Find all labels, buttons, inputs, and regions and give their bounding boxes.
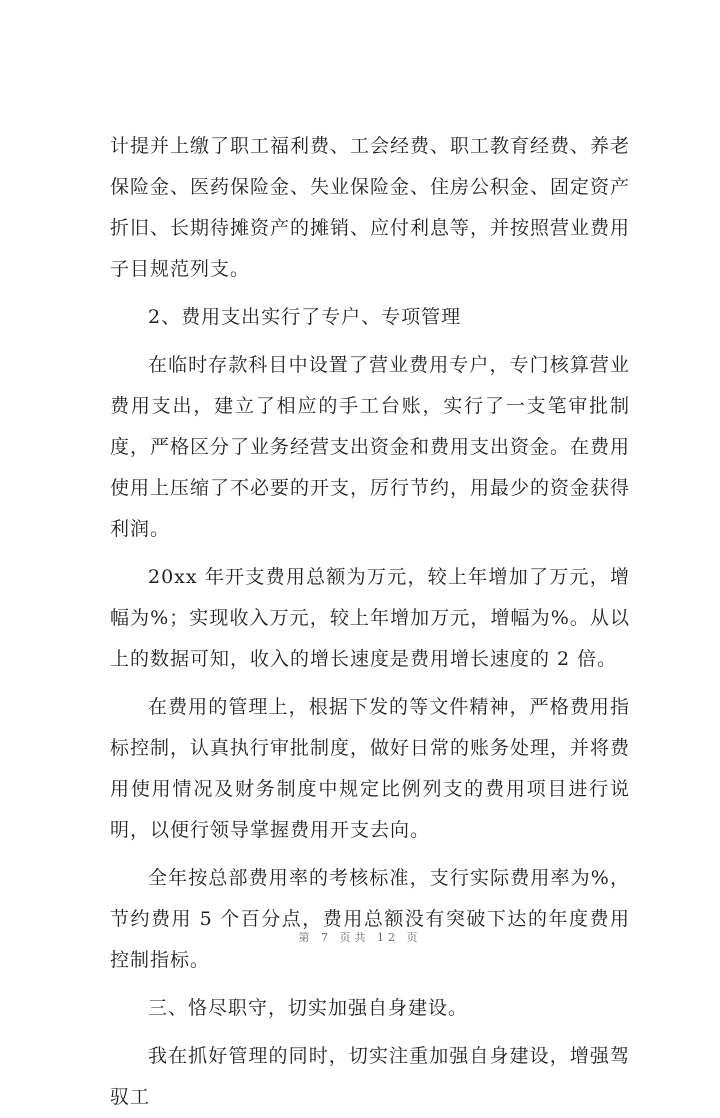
paragraph-self-building: 我在抓好管理的同时，切实注重加强自身建设，增强驾驭工: [110, 1045, 630, 1108]
paragraph-expense-growth: 20xx 年开支费用总额为万元，较上年增加了万元，增幅为%；实现收入万元，较上年增加万元，增幅为%。从以上的数据可知，收入的增长速度是费用增长速度的 2 倍。: [110, 566, 630, 670]
paragraph-expense-rate: 全年按总部费用率的考核标准，支行实际费用率为%，节约费用 5 个百分点，费用总额没有突破下达的年度费用控制指标。: [110, 867, 630, 971]
paragraph-expense-account: 在临时存款科目中设置了营业费用专户，专门核算营业费用支出，建立了相应的手工台账，实行了一支笔审批制度，严格区分了业务经营支出资金和费用支出资金。在费用使用上压缩了不必要的开支，厉行节约，用最少的资金获得利润。: [110, 354, 631, 540]
page-number-footer: 第 7 页共 12 页: [298, 931, 422, 944]
heading-dedicated-account: 2、费用支出实行了专户、专项管理: [148, 306, 462, 328]
paragraph-expense-management: 在费用的管理上，根据下发的等文件精神，严格费用指标控制，认真执行审批制度，做好日常的账务处理，并将费用使用情况及财务制度中规定比例列支的费用项目进行说明，以便行领导掌握费用开支去向。: [110, 696, 631, 841]
paragraph-welfare-fees: 计提并上缴了职工福利费、工会经费、职工教育经费、养老保险金、医药保险金、失业保险金、住房公积金、固定资产折旧、长期待摊资产的摊销、应付利息等，并按照营业费用子目规范列支。: [110, 135, 631, 280]
heading-self-building: 三、恪尽职守，切实加强自身建设。: [148, 997, 469, 1019]
document-body: [110, 126, 630, 1118]
